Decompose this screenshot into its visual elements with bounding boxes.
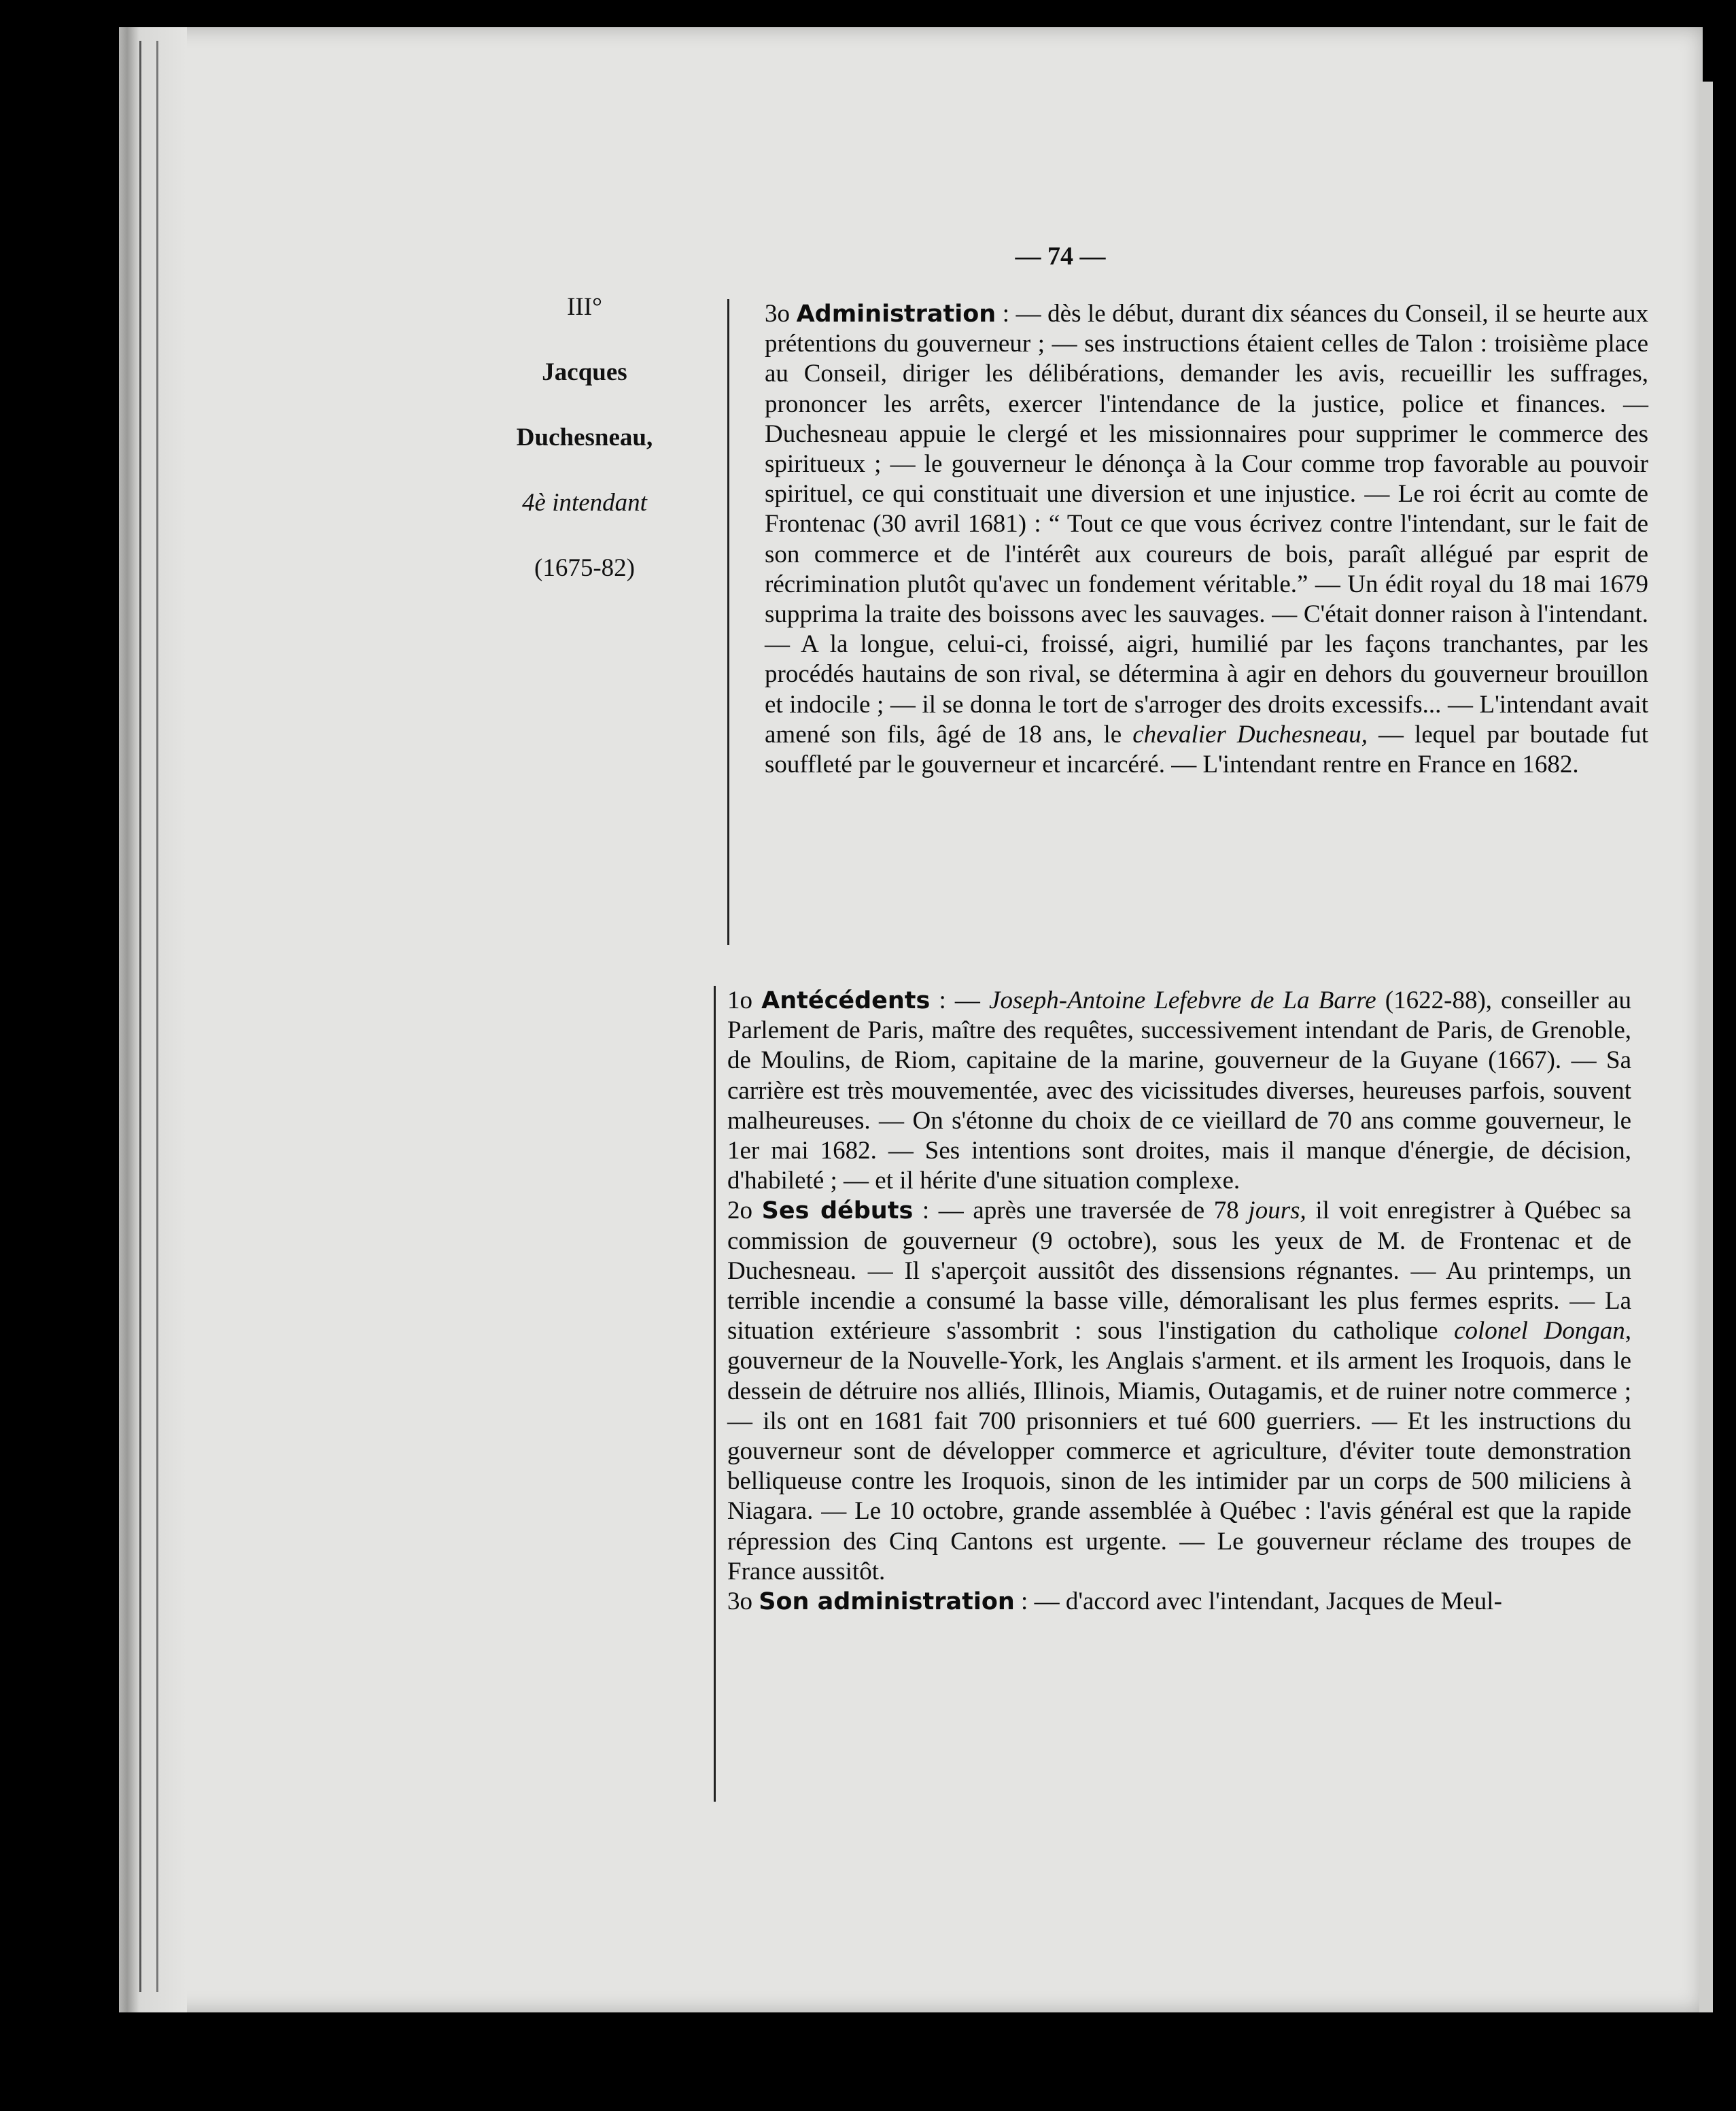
item-text: il voit enregistrer à Québec sa commission de gouverneur (9 octobre), sous les yeux de M. de Frontenac et de Duchesneau. — Il s'aperçoit aussitôt des dissensions régnantes. — Au printemps, un terrible incendie a consumé la basse ville, démoralisant les plus fermes esprits. — La situation extérieure s'assombrit : sous l'instigation du catholique <box>727 1197 1631 1345</box>
margin-role: 4è intendant <box>522 489 647 517</box>
item-number: 1o <box>727 986 752 1014</box>
page-edge-line <box>156 41 158 1992</box>
item-pre: : — après une traversée de 78 <box>913 1197 1249 1225</box>
margin-note <box>469 292 700 619</box>
page-right-edge <box>1699 82 1713 2012</box>
item-italic-2: colonel Dongan, <box>1454 1317 1631 1345</box>
section-labarre <box>727 986 1631 1617</box>
item-italic: jours, <box>1248 1197 1306 1225</box>
item-number: 3o <box>727 1587 752 1616</box>
margin-dates: (1675-82) <box>534 554 635 582</box>
item-debuts <box>727 1196 1631 1587</box>
page-number: — 74 — <box>1015 242 1106 271</box>
margin-first-name: Jacques <box>542 358 627 386</box>
item-pre: : — <box>930 986 990 1014</box>
item-label: Son administration <box>759 1588 1015 1616</box>
bracket-duchesneau <box>727 299 743 945</box>
item-text: : — dès le début, durant dix séances du Conseil, il se heurte aux prétentions du gouverneur ; — ses instructions étaient celles de Talon : troisième place au Conseil, diriger les délibérations, demander les avis, recueillir les suffrages, prononcer les arrêts, exercer l'intendance de la justice, police et finances. — Duchesneau appuie le clergé et les missionnaires pour supprimer le commerce des spiritueux ; — le gouverneur le dénonça à la Cour comme trop favorable au pouvoir spirituel, ce qui constituait une diversion et une injustice. — Le roi écrit au comte de Frontenac (30 avril 1681) : “ Tout ce que vous écrivez contre l'intendant, sur le fait de son commerce et de l'intérêt aux coureurs de bois, paraît allégué par esprit de récrimination plutôt qu'avec un fondement véritable.” — Un édit royal du 18 mai 1679 supprima la traite des boissons avec les sauvages. — C'était donner raison à l'intendant. — A la longue, celui-ci, froissé, aigri, humilié par les façons tranchantes, par les procédés hautains de son rival, se détermina à agir en dehors du gouverneur brouillon et indocile ; — il se donna le tort de s'arroger des droits excessifs... — L'intendant avait amené son fils, âgé de 18 ans, le <box>765 300 1649 749</box>
section-duchesneau-administration <box>765 299 1648 780</box>
item-text: (1622-88), conseiller au Parlement de Paris, maître des requêtes, successivement intendant de Paris, de Grenoble, de Moulins, de Riom, capitaine de la marine, gouverneur de la Guyane (1667). — Sa carrière est très mouvementée, avec des vicissitudes diverses, heureuses parfois, souvent malheureuses. — On s'étonne du choix de ce vieillard de 70 ans comme gouverneur, le 1er mai 1682. — Ses intentions sont droites, mais il manque d'énergie, de décision, d'habileté ; — et il hérite d'une situation complexe. <box>727 986 1632 1195</box>
item-administration <box>727 1587 1631 1617</box>
item-italic: chevalier Duchesneau, <box>1132 720 1368 749</box>
item-label: Ses débuts <box>761 1197 914 1225</box>
item-pre: : — d'accord avec l'intendant, Jacques de Meul- <box>1014 1587 1502 1616</box>
item-italic: Joseph-Antoine Lefebvre de La Barre <box>989 986 1376 1014</box>
margin-last-name: Duchesneau, <box>516 424 653 451</box>
item-antecedents <box>727 986 1631 1196</box>
page-edge-line <box>139 41 141 1992</box>
item-number: 3o <box>765 300 790 328</box>
margin-numeral: III° <box>567 293 602 321</box>
item-label: Administration <box>796 301 996 328</box>
item-label: Antécédents <box>761 987 931 1014</box>
page-spine-shadow <box>119 27 187 2012</box>
item-text-2: gouverneur de la Nouvelle-York, les Anglais s'arment. et ils arment les Iroquois, dans le dessein de détruire nos alliés, Illinois, Miamis, Outagamis, et de ruiner notre commerce ; — ils ont en 1681 fait 700 prisonniers et tué 600 guerriers. — Et les instructions du gouverneur sont de développer commerce et agriculture, d'éviter toute demonstration belliqueuse contre les Iroquois, sinon de les intimider par un corps de 500 miliciens à Niagara. — Le 10 octobre, grande assemblée à Québec : l'avis général est que la rapide répression des Cinq Cantons est urgente. — Le gouverneur réclame des troupes de France aussitôt. <box>727 1347 1631 1585</box>
item-text-end: — lequel par boutade fut souffleté par le gouverneur et incarcéré. — L'intendant rentre en France en 1682. <box>765 720 1648 779</box>
item-number: 2o <box>727 1197 752 1225</box>
